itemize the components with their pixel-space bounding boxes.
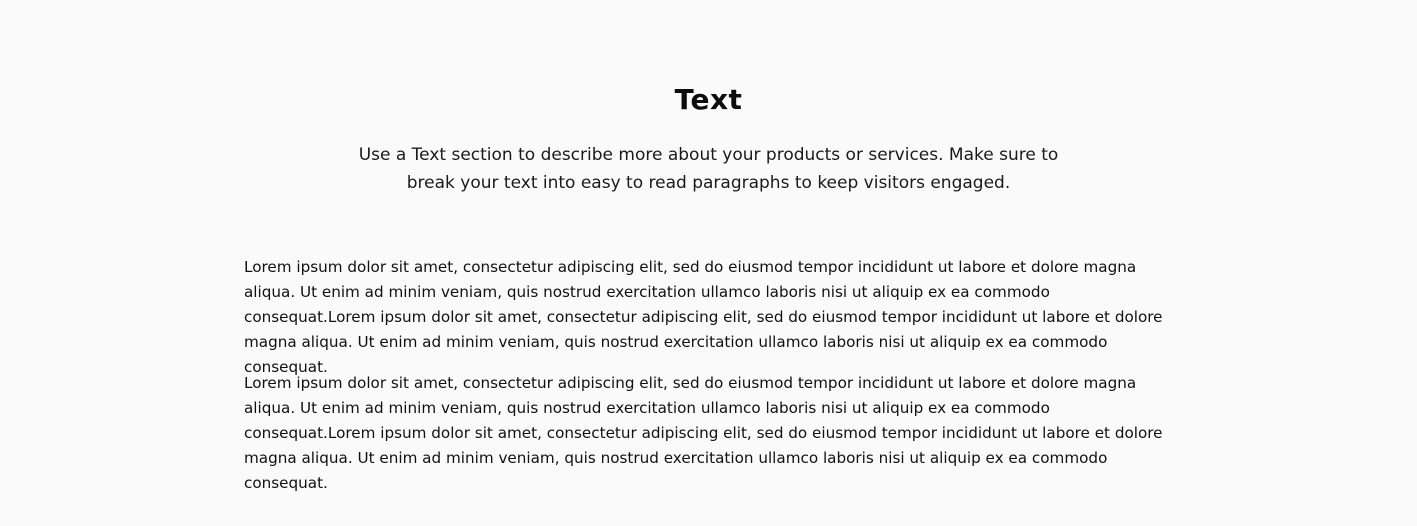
body-paragraph-1: Lorem ipsum dolor sit amet, consectetur adipiscing elit, sed do eiusmod tempor incididunt ut labore et dolore magna aliqua. Ut enim ad minim veniam, quis nostrud exercitation ullamco laboris nisi ut aliquip ex ea commodo consequat.Lorem ipsum dolor sit amet, consectetur adipiscing elit, sed do eiusmod tempor incididunt ut labore et dolore magna aliqua. Ut enim ad minim veniam, quis nostrud exercitation ullamco laboris nisi ut aliquip ex ea commodo consequat. bbox=[244, 258, 1163, 376]
body-paragraph-2: Lorem ipsum dolor sit amet, consectetur adipiscing elit, sed do eiusmod tempor incididunt ut labore et dolore magna aliqua. Ut enim ad minim veniam, quis nostrud exercitation ullamco laboris nisi ut aliquip ex ea commodo consequat.Lorem ipsum dolor sit amet, consectetur adipiscing elit, sed do eiusmod tempor incididunt ut labore et dolore magna aliqua. Ut enim ad minim veniam, quis nostrud exercitation ullamco laboris nisi ut aliquip ex ea commodo consequat. bbox=[244, 374, 1163, 492]
section-heading: Text bbox=[674, 83, 743, 116]
section-subtitle: Use a Text section to describe more about your products or services. Make sure to break your text into easy to read paragraphs to keep visitors engaged. bbox=[358, 145, 1059, 193]
